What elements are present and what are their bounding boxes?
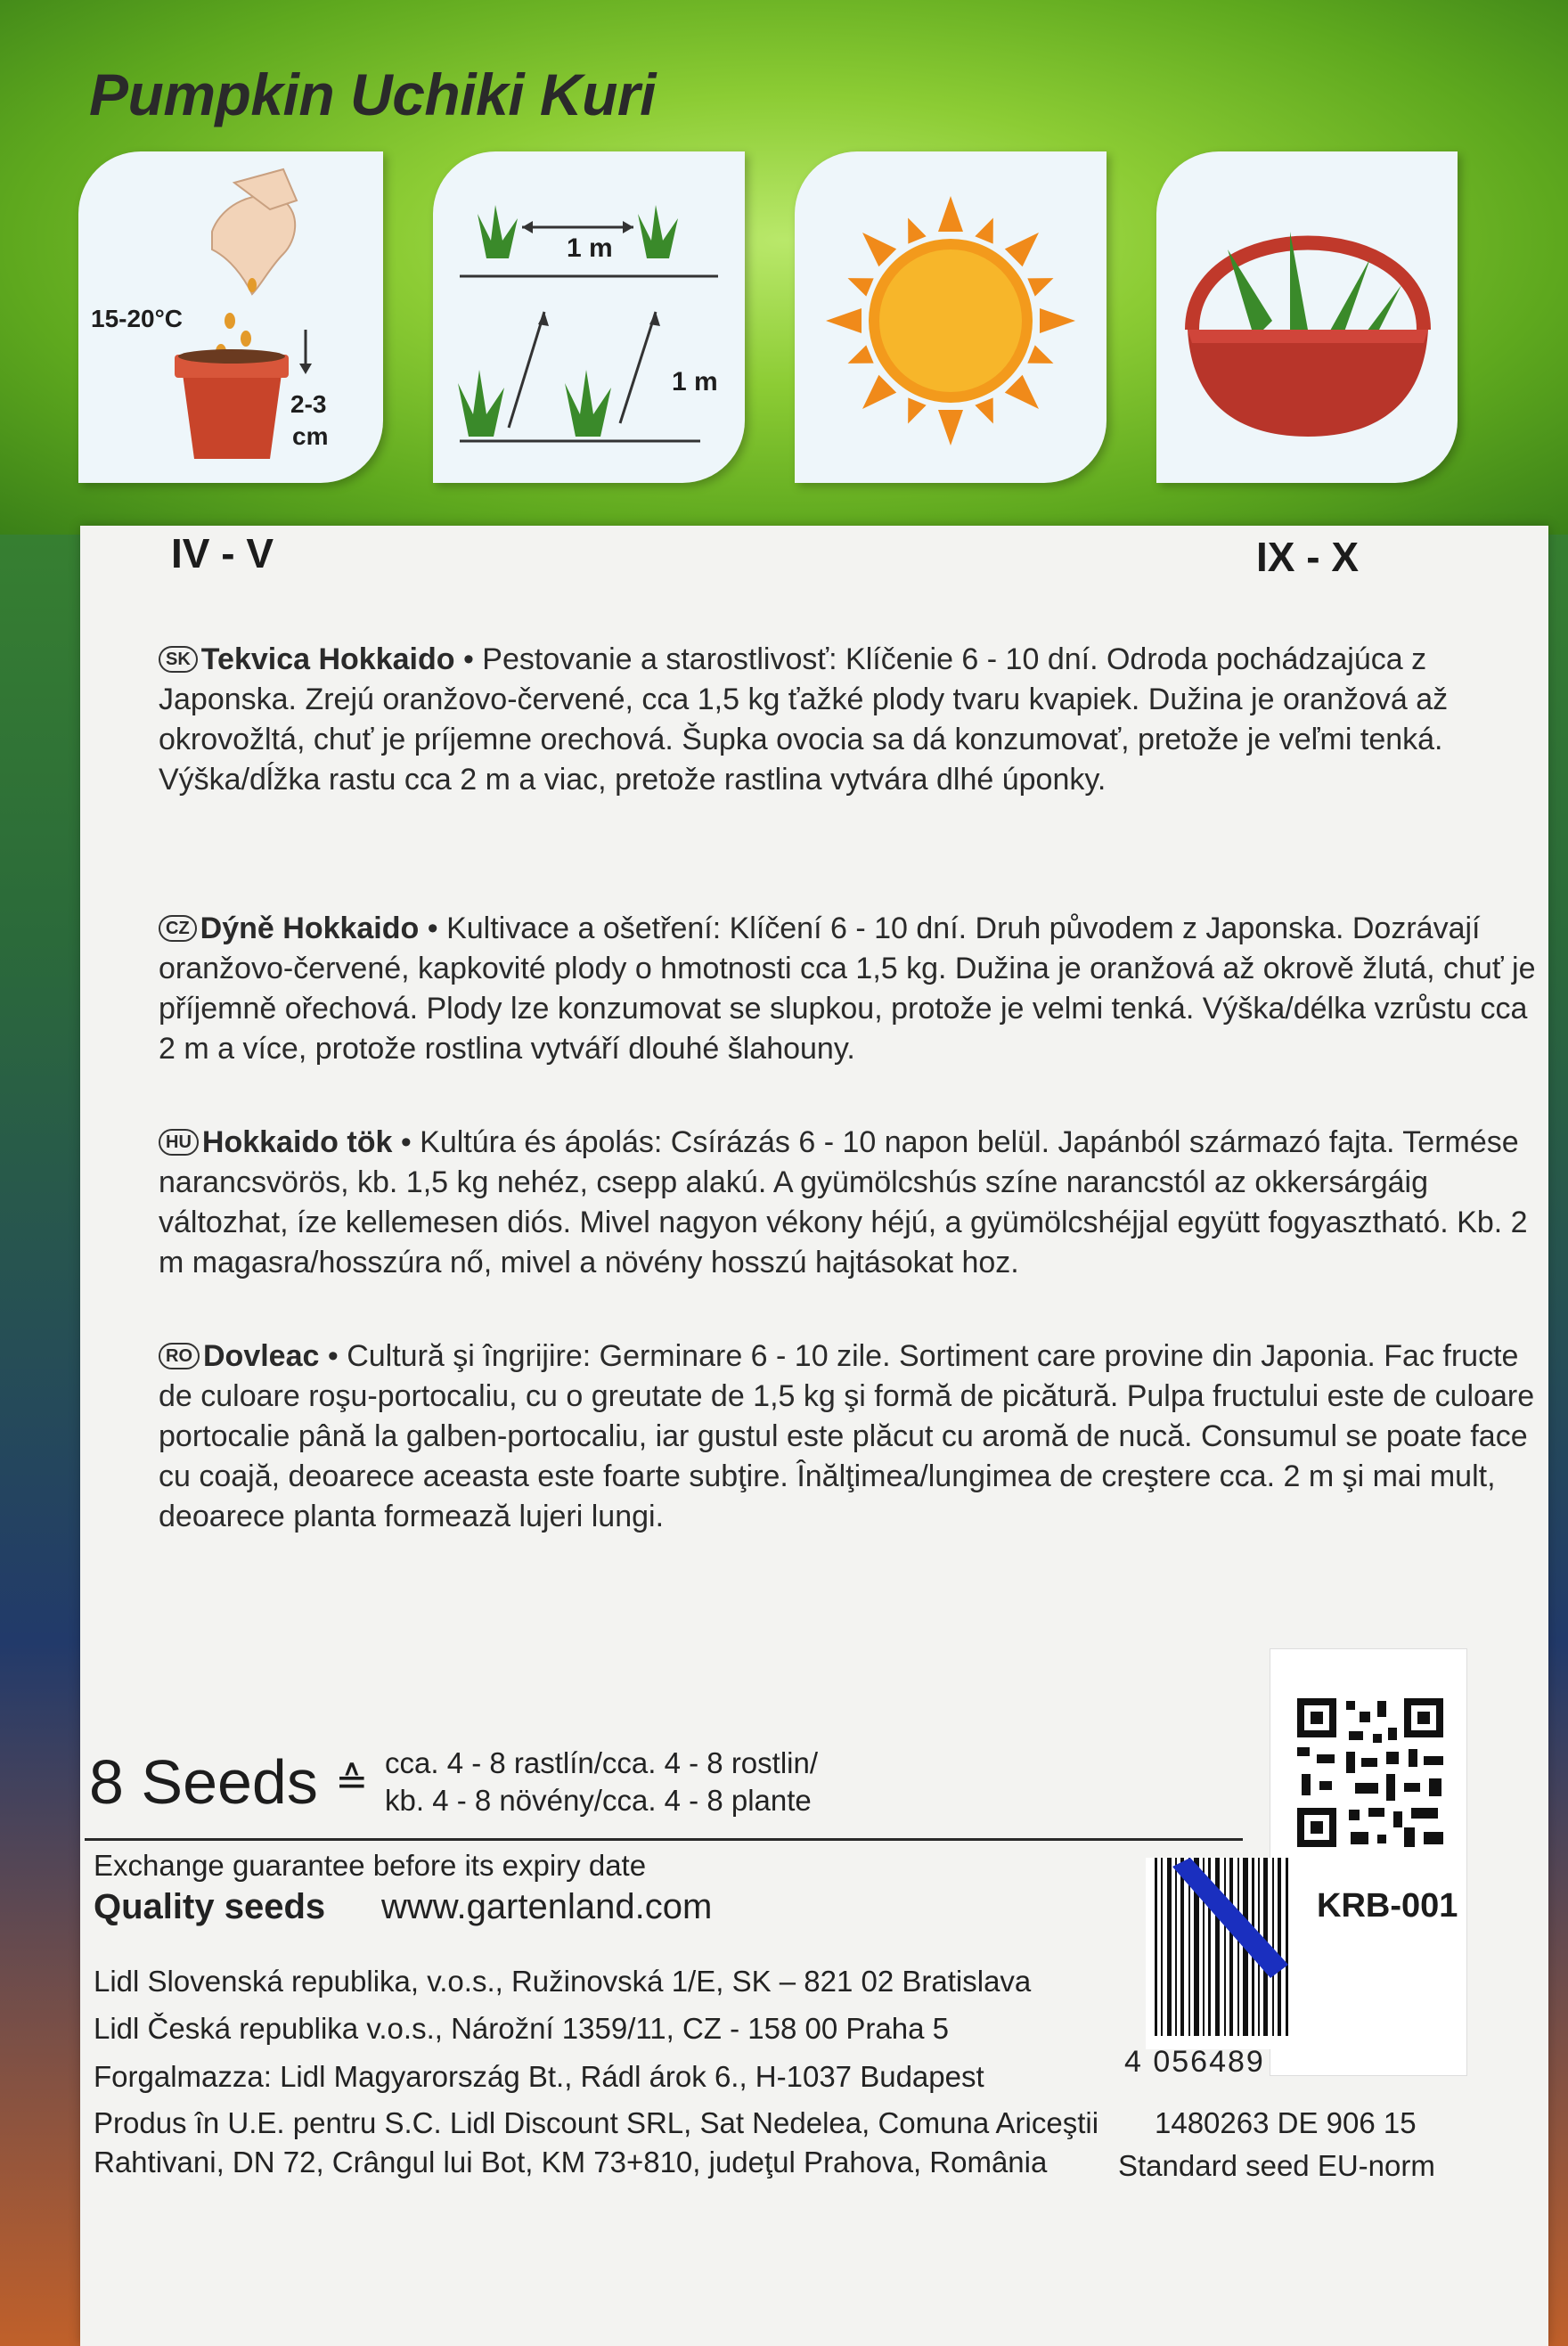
seed-count <box>89 1746 368 1818</box>
lang-badge: RO <box>159 1343 200 1369</box>
lang-badge: HU <box>159 1129 199 1156</box>
paragraph-heading: Dovleac <box>203 1339 320 1373</box>
depth-label: 2-3 <box>290 390 327 418</box>
barcode-number: 4 056489 <box>1124 2045 1265 2079</box>
sun-icon <box>795 151 1107 483</box>
paragraph-body: • Cultură şi îngrijire: Germinare 6 - 10 zile. Sortiment care provine din Japonia. Fac fructe de culoare roşu-portocaliu, cu o greutate de 1,5 kg şi formă de picătură. Pulpa fructului este de culoare portocalie până la galben-portocaliu, iar gustul este plăcut cu aromă de nucă. Consumul se poate face cu coajă, deoarece aceasta este foarte subţire. Înălţimea/lungimea de creştere cca. 2 m şi mai mult, deoarece planta formează lujeri lungi. <box>159 1339 1535 1533</box>
address-ro-2: Rahtivani, DN 72, Crângul lui Bot, KM 73+810, judeţul Prahova, România <box>94 2146 1048 2178</box>
paragraph-sk <box>159 640 1548 800</box>
plant-count-line-1: cca. 4 - 8 rastlín/cca. 4 - 8 rostlin/ <box>385 1746 819 1779</box>
address-ro-1: Produs în U.E. pentru S.C. Lidl Discount SRL, Sat Nedelea, Comuna Ariceştii <box>94 2106 1099 2139</box>
paragraph-body: • Kultivace a ošetření: Klíčení 6 - 10 dní. Druh původem z Japonska. Dozrávají oranžovo-červené, kapkovité plody o hmotnosti cca 1,5 kg. Dužina je oranžová až okrově žlutá, chuť je příjemně ořechová. Plody lze konzumovat se slupkou, protože je velmi tenká. Výška/délka vzrůstu cca 2 m a více, protože rostlina vytváří dlouhé šlahouny. <box>159 911 1536 1066</box>
sowing-icon <box>78 151 383 483</box>
guarantee-text: Exchange guarantee before its expiry date <box>94 1849 647 1882</box>
paragraph-body: • Kultúra és ápolás: Csírázás 6 - 10 napon belül. Japánból származó fajta. Termése narancsvörös, kb. 1,5 kg nehéz, csepp alakú. A gyümölcshús színe narancstól az okkersárgáig változhat, íze kellemesen diós. Mivel nagyon vékony héjú, a gyümölcshéjjal együtt fogyasztható. Kb. 2 m magasra/hosszúra nő, mivel a növény hosszú hajtásokat hoz. <box>159 1125 1528 1279</box>
paragraph-heading: Dýně Hokkaido <box>200 911 420 945</box>
product-title: Pumpkin Uchiki Kuri <box>89 61 656 127</box>
harvest-illustration <box>1156 151 1458 483</box>
divider <box>85 1838 1243 1841</box>
lot-number: 1480263 DE 906 15 <box>1155 2106 1417 2139</box>
barcode <box>1146 1858 1324 2049</box>
address-cz: Lidl Česká republika v.o.s., Nárožní 1359/11, CZ - 158 00 Praha 5 <box>94 2012 949 2045</box>
address-sk: Lidl Slovenská republika, v.o.s., Ružinovská 1/E, SK – 821 02 Bratislava <box>94 1965 1032 1998</box>
seed-count-text: 8 Seeds <box>89 1747 318 1817</box>
plant-spacing-label: 1 m <box>672 367 718 396</box>
barcode-icon <box>1146 1858 1324 2049</box>
sun-illustration <box>795 151 1107 483</box>
address-hu: Forgalmazza: Lidl Magyarország Bt., Rádl árok 6., H-1037 Budapest <box>94 2060 984 2093</box>
spacing-illustration <box>433 151 745 483</box>
website-link: www.gartenland.com <box>381 1887 713 1926</box>
paragraph-cz <box>159 909 1548 1069</box>
paragraph-heading: Tekvica Hokkaido <box>200 642 455 676</box>
row-spacing-label: 1 m <box>567 233 613 263</box>
quality-seeds-label: Quality seeds <box>94 1887 326 1926</box>
harvest-months: IX - X <box>1256 534 1360 580</box>
depth-unit-label: cm <box>292 422 329 450</box>
temperature-label: 15-20°C <box>91 305 184 332</box>
plant-count-line-2: kb. 4 - 8 növény/cca. 4 - 8 plante <box>385 1784 812 1817</box>
lang-badge: SK <box>159 646 198 673</box>
plant-count-note <box>385 1745 884 1819</box>
equals-symbol: ≙ <box>335 1760 369 1803</box>
paragraph-ro <box>159 1336 1548 1537</box>
paragraph-hu <box>159 1123 1548 1283</box>
sowing-months: IV - V <box>171 530 274 576</box>
paragraph-heading: Hokkaido tök <box>201 1125 393 1159</box>
lang-badge: CZ <box>159 915 197 942</box>
eu-norm-label: Standard seed EU-norm <box>1118 2149 1435 2182</box>
harvest-basket-icon <box>1156 151 1458 483</box>
spacing-icon <box>433 151 745 483</box>
product-code: KRB-001 <box>1317 1887 1458 1925</box>
paragraph-body: • Pestovanie a starostlivosť: Klíčenie 6 - 10 dní. Odroda pochádzajúca z Japonska. Zrejú oranžovo-červené, cca 1,5 kg ťažké plody tvaru kvapiek. Dužina je oranžová až okrovožltá, chuť je príjemne orechová. Šupka ovocia sa dá konzumovať, pretože je veľmi tenká. Výška/dĺžka rastu cca 2 m a viac, pretože rastlina vytvára dlhé úponky. <box>159 642 1449 797</box>
